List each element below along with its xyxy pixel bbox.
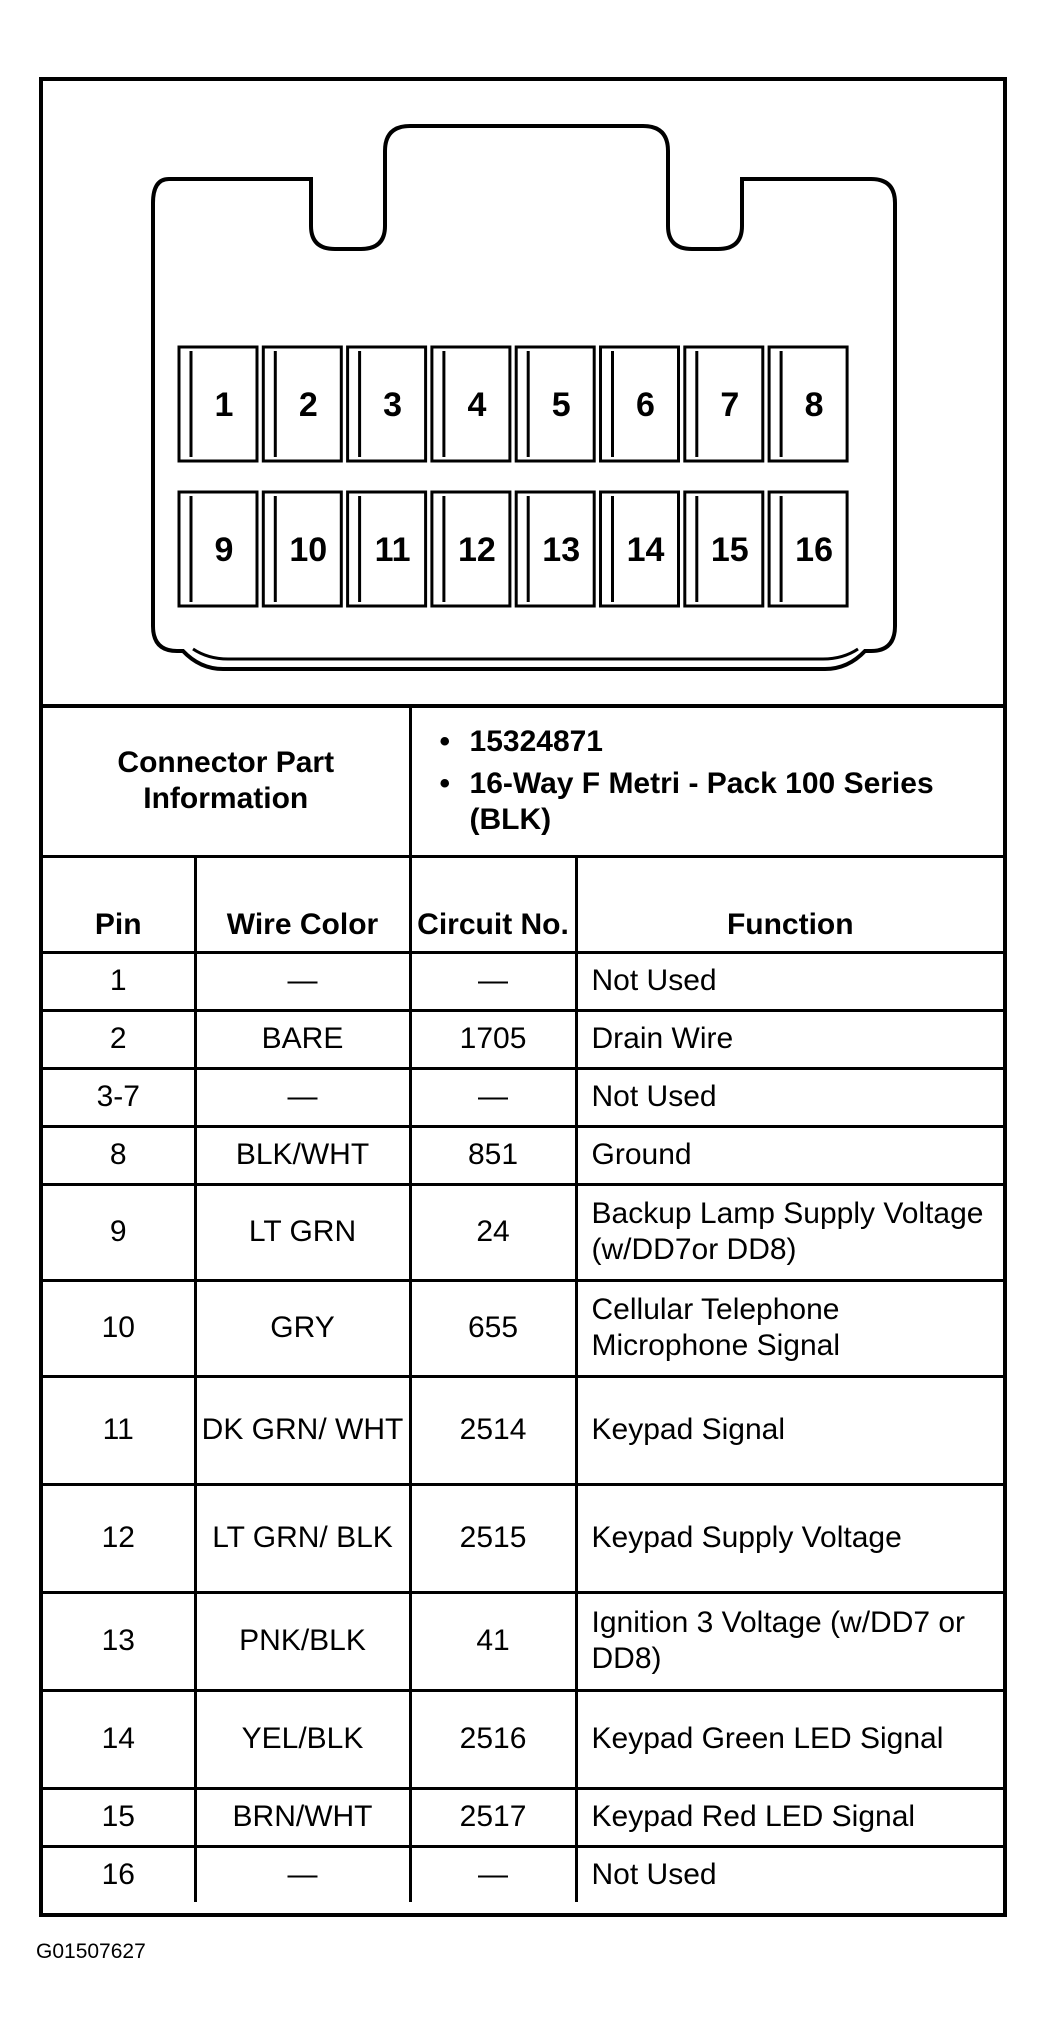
function-cell: Ignition 3 Voltage (w/DD7 or DD8) bbox=[576, 1592, 1003, 1690]
circuit-cell: 655 bbox=[410, 1280, 576, 1376]
pin-number-label: 9 bbox=[214, 531, 234, 569]
pin-cell: 15 bbox=[43, 1788, 195, 1846]
circuit-cell: — bbox=[410, 1846, 576, 1902]
table-row bbox=[43, 1184, 1003, 1280]
table-row bbox=[43, 1484, 1003, 1592]
connector-frame bbox=[39, 77, 1007, 1917]
pin-number-label: 7 bbox=[720, 386, 740, 424]
table-row bbox=[43, 1788, 1003, 1846]
function-cell: Cellular Telephone Microphone Signal bbox=[576, 1280, 1003, 1376]
wire-color-cell: BLK/WHT bbox=[195, 1126, 410, 1184]
function-cell: Not Used bbox=[576, 952, 1003, 1010]
header-circuit-no: Circuit No. bbox=[410, 856, 576, 952]
pin-number-label: 8 bbox=[804, 386, 824, 424]
circuit-cell: 41 bbox=[410, 1592, 576, 1690]
pin-number-label: 14 bbox=[626, 531, 665, 569]
table-row bbox=[43, 952, 1003, 1010]
pin-number-label: 6 bbox=[636, 386, 655, 424]
part-number: • 15324871 bbox=[470, 724, 1004, 760]
pin-cell: 13 bbox=[43, 1592, 195, 1690]
pin-cell: 2 bbox=[43, 1010, 195, 1068]
part-info-list bbox=[410, 708, 1003, 856]
wire-color-cell: PNK/BLK bbox=[195, 1592, 410, 1690]
table-row bbox=[43, 1010, 1003, 1068]
pin-number-label: 12 bbox=[457, 531, 496, 569]
circuit-cell: 851 bbox=[410, 1126, 576, 1184]
pin-number-label: 2 bbox=[298, 386, 318, 424]
wire-color-cell: LT GRN bbox=[195, 1184, 410, 1280]
pin-cell: 16 bbox=[43, 1846, 195, 1902]
table-row bbox=[43, 1126, 1003, 1184]
function-cell: Keypad Supply Voltage bbox=[576, 1484, 1003, 1592]
table-row bbox=[43, 1846, 1003, 1902]
table-row bbox=[43, 1280, 1003, 1376]
pin-number-label: 16 bbox=[795, 531, 834, 569]
pin-number-label: 11 bbox=[374, 531, 411, 569]
pin-number-label: 13 bbox=[542, 531, 581, 569]
function-cell: Keypad Signal bbox=[576, 1376, 1003, 1484]
header-wire-color: Wire Color bbox=[195, 856, 410, 952]
wire-color-cell: DK GRN/ WHT bbox=[195, 1376, 410, 1484]
pin-cell: 3-7 bbox=[43, 1068, 195, 1126]
header-pin: Pin bbox=[43, 856, 195, 952]
function-cell: Backup Lamp Supply Voltage (w/DD7or DD8) bbox=[576, 1184, 1003, 1280]
table-header-row bbox=[43, 856, 1003, 952]
wire-color-cell: — bbox=[195, 1846, 410, 1902]
pin-number-label: 1 bbox=[214, 386, 234, 424]
circuit-cell: 2517 bbox=[410, 1788, 576, 1846]
connector-inner-lip bbox=[193, 649, 858, 659]
pin-cell: 8 bbox=[43, 1126, 195, 1184]
pin-number-label: 10 bbox=[289, 531, 328, 569]
table-row bbox=[43, 1376, 1003, 1484]
pin-number-label: 15 bbox=[710, 531, 749, 569]
function-cell: Ground bbox=[576, 1126, 1003, 1184]
figure-code: G01507627 bbox=[36, 1940, 146, 1963]
wire-color-cell: GRY bbox=[195, 1280, 410, 1376]
pin-cell: 11 bbox=[43, 1376, 195, 1484]
function-cell: Not Used bbox=[576, 1068, 1003, 1126]
part-info-row bbox=[43, 708, 1003, 856]
pin-cell: 10 bbox=[43, 1280, 195, 1376]
wire-color-cell: LT GRN/ BLK bbox=[195, 1484, 410, 1592]
circuit-cell: 2515 bbox=[410, 1484, 576, 1592]
function-cell: Drain Wire bbox=[576, 1010, 1003, 1068]
function-cell: Keypad Red LED Signal bbox=[576, 1788, 1003, 1846]
wire-color-cell: YEL/BLK bbox=[195, 1690, 410, 1788]
circuit-cell: 2514 bbox=[410, 1376, 576, 1484]
pin-cell: 9 bbox=[43, 1184, 195, 1280]
pin-number-label: 4 bbox=[467, 386, 487, 424]
connector-diagram bbox=[43, 81, 1003, 708]
pin-cell: 14 bbox=[43, 1690, 195, 1788]
connector-type: • 16-Way F Metri - Pack 100 Series (BLK) bbox=[470, 766, 1004, 838]
pin-cell: 1 bbox=[43, 952, 195, 1010]
circuit-cell: 24 bbox=[410, 1184, 576, 1280]
circuit-cell: 2516 bbox=[410, 1690, 576, 1788]
function-cell: Not Used bbox=[576, 1846, 1003, 1902]
table-row bbox=[43, 1592, 1003, 1690]
function-cell: Keypad Green LED Signal bbox=[576, 1690, 1003, 1788]
pinout-table bbox=[43, 708, 1003, 1902]
wire-color-cell: BARE bbox=[195, 1010, 410, 1068]
pin-cell: 12 bbox=[43, 1484, 195, 1592]
wire-color-cell: BRN/WHT bbox=[195, 1788, 410, 1846]
pin-number-label: 3 bbox=[383, 386, 403, 424]
wire-color-cell: — bbox=[195, 952, 410, 1010]
circuit-cell: 1705 bbox=[410, 1010, 576, 1068]
pin-number-label: 5 bbox=[551, 386, 571, 424]
table-row bbox=[43, 1068, 1003, 1126]
part-info-label: Connector Part Information bbox=[43, 708, 410, 856]
header-function: Function bbox=[576, 856, 1003, 952]
wire-color-cell: — bbox=[195, 1068, 410, 1126]
circuit-cell: — bbox=[410, 952, 576, 1010]
table-row bbox=[43, 1690, 1003, 1788]
connector-face-drawing bbox=[43, 81, 1003, 704]
circuit-cell: — bbox=[410, 1068, 576, 1126]
